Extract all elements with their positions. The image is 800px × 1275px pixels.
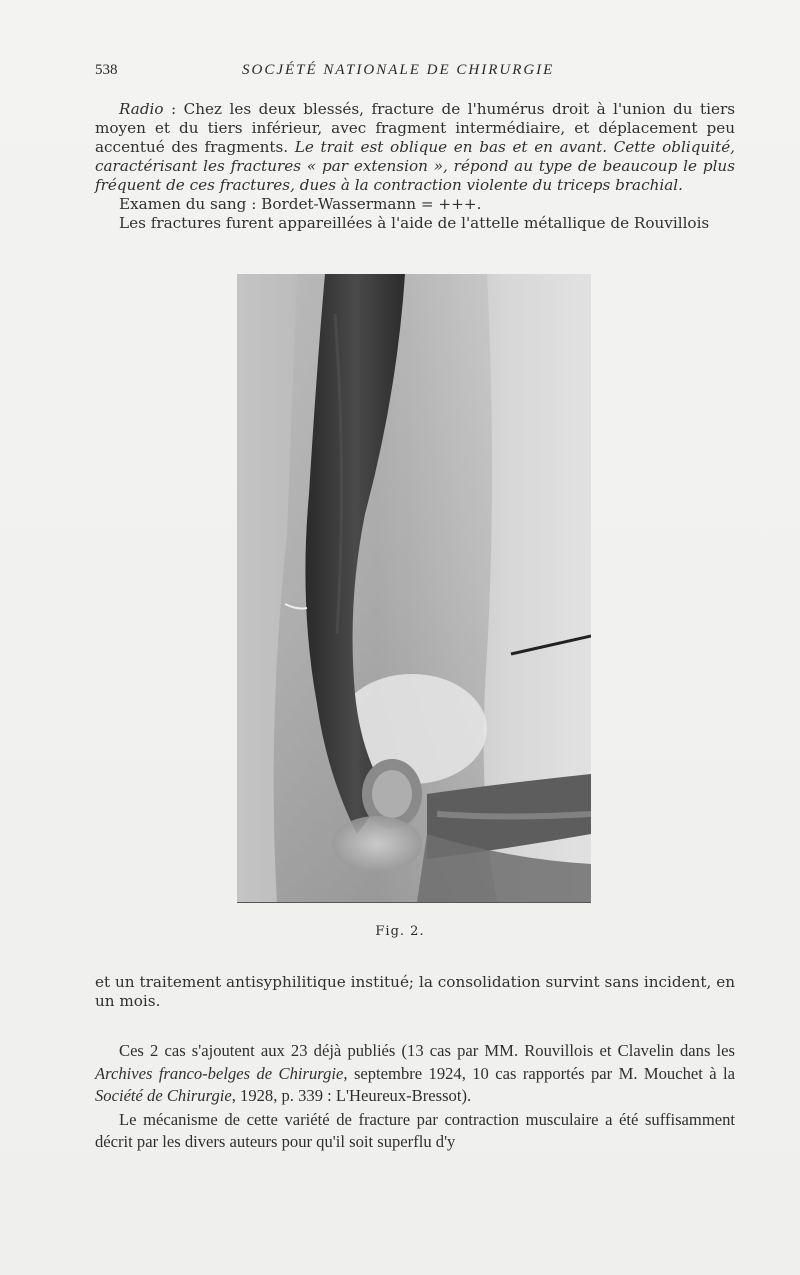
radio-italic-text: Le trait est oblique en bas et en avant. Cette obliquité, caractérisant les fractures « par extension », répond au type de beaucoup le plus fréquent de ces fractures, dues à la contraction violente du triceps brachial. (95, 138, 736, 194)
blood-exam-paragraph: Examen du sang : Bordet-Wassermann = +++. (119, 195, 482, 213)
page-number: 538 (95, 62, 118, 78)
cases-text-3: , 1928, p. 339 : L'Heureux-Bressot). (231, 1086, 472, 1105)
figure-caption: Fig. 2. (375, 924, 425, 939)
mechanism-paragraph: Le mécanisme de cette variété de fracture par contraction musculaire a été suffisamment décrit par les divers auteurs pour qu'il soit superflu d'y (95, 1109, 735, 1151)
cases-journal-title: Archives franco-belges de Chirurgie (95, 1063, 344, 1083)
radio-text: : Chez les deux blessés, fracture de l'humérus droit à l'union du tiers moyen et du tiers inférieur, avec fragment intermédiaire, et déplacement peu accentué des fragments. (95, 100, 735, 156)
xray-image (237, 274, 591, 902)
journal-title: SOCJÉTÉ NATIONALE DE CHIRURGIE (242, 62, 555, 78)
xray-figure (237, 274, 591, 903)
radio-paragraph (95, 100, 735, 195)
radio-lead: Radio (119, 100, 164, 118)
running-head (95, 62, 735, 84)
cases-paragraph (95, 1040, 735, 1108)
splint-paragraph: Les fractures furent appareillées à l'aide de l'attelle métallique de Rouvillois (119, 214, 710, 232)
cases-text-1: Ces 2 cas s'ajoutent aux 23 déjà publiés (13 cas par MM. Rouvillois et Clavelin dans les (119, 1041, 735, 1060)
text-block-bottom (95, 1040, 735, 1155)
cases-text-2: , septembre 1924, 10 cas rapportés par M. Mouchet à la (343, 1063, 735, 1083)
cases-society-title: Société de Chirurgie (95, 1086, 232, 1105)
treatment-paragraph: et un traitement antisyphilitique institué; la consolidation survint sans incident, en un mois. (95, 973, 735, 1010)
text-block-top (95, 100, 735, 233)
text-block-after-figure (95, 973, 735, 1011)
